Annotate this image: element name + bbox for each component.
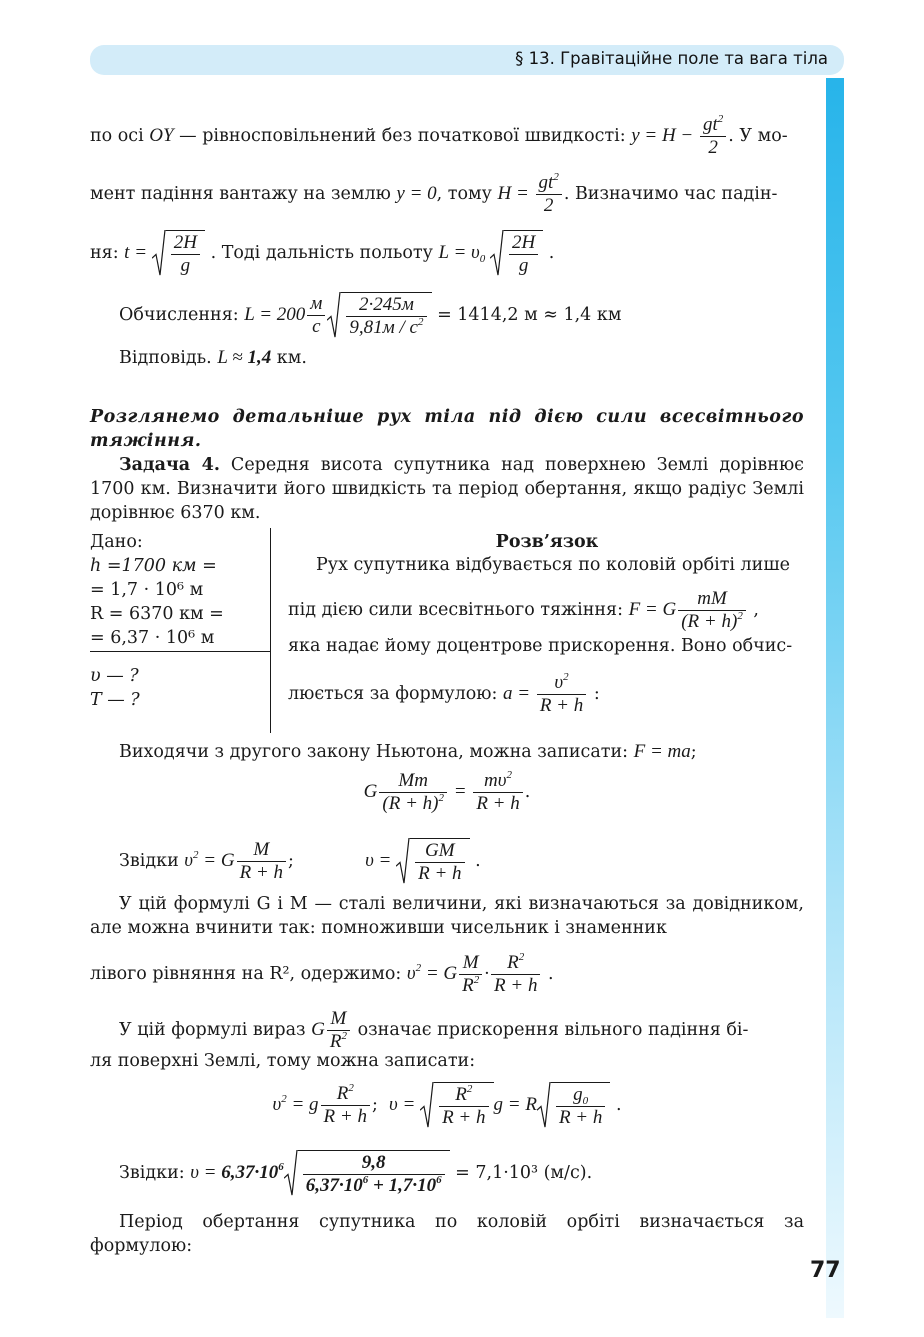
text-fragment: , тому [436, 183, 498, 204]
section-heading: Розглянемо детальніше рух тіла під дією сили всесвітнього тяжіння. [90, 407, 804, 451]
solution-line-3: яка надає йому доцентрове прискорення. Воно обчис- [288, 636, 793, 656]
newton-equation: G $\frac{Mm}{(R + h)^2}$ = $\frac{m\upsilon^2}{R + h}$ . [363, 769, 531, 814]
given-line: R = 6370 км = [90, 604, 224, 624]
solution-line-4: люється за формулою: a = $\frac{\upsilon^2}{R + h}$ : [288, 671, 600, 716]
calc-result: = 1414,2 м ≈ 1,4 км [431, 304, 622, 325]
text-fragment: під дією сили всесвітнього тяжіння: [288, 599, 629, 620]
answer-line [119, 346, 804, 370]
newton-line: Виходячи з другого закону Ньютона, можна записати: F = ma; [119, 741, 697, 762]
text-fragment: . Визначимо час падін- [563, 183, 778, 204]
accel-formula: a = $\frac{\upsilon^2}{R + h}$ [503, 683, 588, 704]
given-divider-vertical [270, 528, 271, 733]
calculation-line [119, 292, 804, 339]
text-fragment: ня: [90, 242, 125, 263]
text-fragment: = 7,1·10³ (м/с). [449, 1162, 593, 1183]
task-text: Середня висота супутника над поверхнею Землі дорівнює 1700 км. Визначити його швидкість та період обертання, якщо радіус Землі дорівнює 6370 км. [90, 455, 804, 523]
unknown-line: T — ? [90, 690, 140, 710]
unknown-line: υ — ? [90, 666, 139, 686]
answer-formula: L ≈ 1,4 [217, 347, 272, 368]
paragraph-2-end: ля поверхні Землі, тому можна записати: [90, 1051, 476, 1071]
given-block [90, 530, 270, 712]
task-label: Задача 4. [119, 455, 220, 475]
solution-line-1: Рух супутника відбувається по коловій орбіті лише [316, 555, 790, 575]
paragraph-2: У цій формулі вираз G $\frac{M}{R^2}$ означає прискорення вільного падіння бі- [119, 1008, 749, 1052]
formula-y0: y = 0 [396, 182, 437, 204]
gravity-formula: F = G $\frac{mM}{(R + h)^2}$ [629, 599, 748, 620]
text-fragment: Звідки [119, 850, 185, 871]
from-line-2: Звідки: $\upsilon = 6,37\cdot 10^6$ $\frac{9,8}{6,37\cdot 10^6 + 1,7\cdot 10^6}$ = 7,1·10³ (м/с). [119, 1152, 593, 1196]
text-fragment: люється за формулою: [288, 683, 503, 704]
text-fragment: . Тоді дальність польоту [205, 242, 439, 263]
text-fragment: . У мо- [728, 125, 788, 146]
solution-title: Розв’язок [495, 532, 599, 552]
formula-L: $L = \upsilon_0$ $\frac{2H}{g}$ [438, 242, 543, 263]
paragraph-1-end: лівого рівняння на R², одержимо: $\upsilon^2 = G$ $\frac{M}{R^2}$ · $\frac{R^2}{R + h}$ . [90, 951, 554, 996]
given-title: Дано: [90, 532, 143, 552]
given-line: h =1700 км = [90, 556, 217, 576]
formula-y: y = H − $\frac{gt^2}{2}$ [631, 125, 728, 146]
formula-H: H = $\frac{gt^2}{2}$ [497, 183, 563, 204]
solution-line-2: під дією сили всесвітнього тяжіння: F = G $\frac{mM}{(R + h)^2}$ , [288, 588, 759, 632]
text-fragment: Обчислення: [119, 304, 245, 325]
given-line: = 1,7 · 10⁶ м [90, 580, 204, 600]
text-fragment: км. [271, 348, 307, 368]
paragraph-1: У цій формулі G і M — сталі величини, які визначаються за довідником, але можна вчинити так: помноживши чисельник і знаменник [90, 894, 804, 938]
text-line-1 [90, 114, 804, 159]
given-divider-horizontal [90, 651, 270, 652]
text-fragment: означає прискорення вільного падіння бі- [352, 1019, 749, 1040]
axis-label: OY [149, 124, 174, 146]
calc-formula: L = 200 $\frac{м}{с}$ $\frac{2\cdot 245м}{9,81м / с^2}$ [244, 304, 431, 325]
velocity-equations: $\upsilon^2 = g$ $\frac{R^2}{R + h}$ ; υ = $\frac{R^2}{R + h}$ g = R $\frac{g_0}{R + h}$ . [272, 1082, 622, 1128]
side-accent-bar [826, 78, 844, 1318]
section-title: § 13. Гравітаційне поле та вага тіла [515, 49, 828, 68]
task-statement [90, 453, 804, 525]
given-line: = 6,37 · 10⁶ м [90, 628, 215, 648]
text-fragment: Звідки: [119, 1162, 191, 1183]
text-fragment: мент падіння вантажу на землю [90, 183, 397, 204]
text-fragment: по осі [90, 125, 150, 146]
formula-t: t = $\frac{2H}{g}$ [124, 242, 205, 263]
paragraph-last: Період обертання супутника по коловій орбіті визначається за формулою: [90, 1212, 804, 1256]
text-fragment: Виходячи з другого закону Ньютона, можна записати: [119, 742, 634, 762]
text-fragment: У цій формулі вираз [119, 1019, 312, 1040]
text-fragment: лівого рівняння на R², одержимо: [90, 963, 407, 984]
page-number: 77 [810, 1258, 841, 1283]
text-line-3: ня: t = $\frac{2H}{g}$ . Тоді дальність польоту $L = \upsilon_0$ $\frac{2H}{g}$ . [90, 232, 555, 276]
text-line-2 [90, 172, 804, 217]
from-line-1: Звідки $\upsilon^2 = G$ $\frac{M}{R + h}$ ; υ = $\frac{GM}{R + h}$ . [119, 839, 481, 884]
newton-formula: F = ma [633, 741, 691, 762]
text-fragment: Відповідь. [119, 348, 218, 368]
text-fragment: — рівносповільнений без початкової швидкості: [173, 125, 632, 146]
